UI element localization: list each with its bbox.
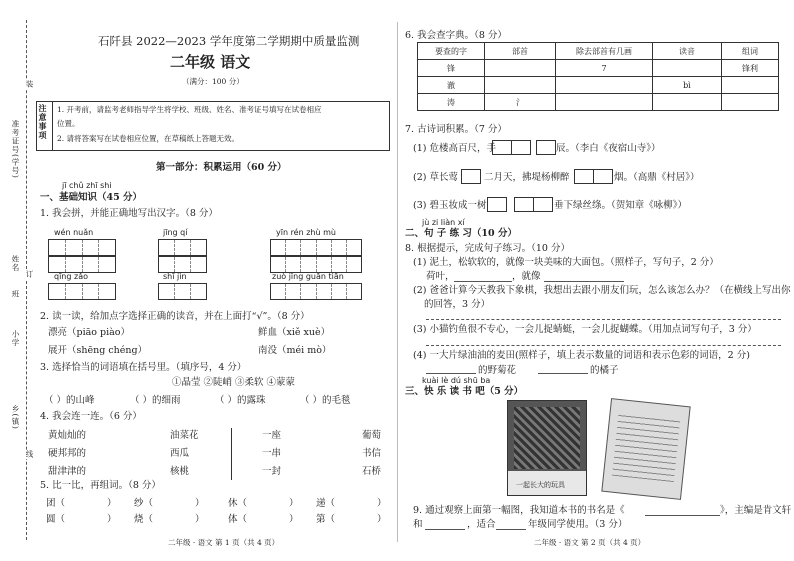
- notice-divider: [52, 101, 53, 150]
- q7-3a: (3) 碧玉妆成一树: [413, 200, 487, 211]
- cell: 澈: [418, 77, 485, 94]
- pinyin-r2-1: qīng zǎo: [54, 272, 88, 281]
- pinyin-r2-2: shī jìn: [163, 272, 187, 281]
- side-label-town: 乡(镇): [11, 405, 20, 430]
- side-label-school: 小学: [11, 330, 20, 347]
- sec1-heading: 一、基础知识（45 分）: [40, 192, 143, 203]
- book-cover-text-block: [612, 414, 680, 482]
- q7-1a: (1) 危楼高百尺，手: [413, 143, 496, 154]
- book-cover-pattern: [514, 407, 580, 469]
- q2-item-4[interactable]: 南没（méi mò）: [258, 345, 332, 356]
- q4-right-2[interactable]: 书信: [362, 448, 382, 459]
- q5-text: 5. 比一比，再组词。（8 分）: [40, 480, 161, 491]
- q8-text: 8. 根据提示，完成句子练习。（10 分）: [405, 243, 570, 254]
- cell: 锋: [418, 60, 485, 77]
- answer-line[interactable]: [538, 373, 588, 374]
- cell[interactable]: [485, 77, 556, 94]
- th-strokes: 除去部首有几画: [556, 43, 653, 60]
- poem-box[interactable]: [574, 169, 594, 184]
- q7-2c: 烟。（高鼎《村居》）: [614, 172, 700, 183]
- side-mark-ding: 订: [25, 270, 34, 279]
- page1-footer: 二年级 · 语文 第 1 页（共 4 页）: [168, 538, 280, 547]
- q3-options: ①晶莹 ②陡峭 ③柔软 ④蒙蒙: [172, 377, 296, 388]
- cell[interactable]: [653, 60, 722, 77]
- side-label-id: 准考证号(学号): [11, 120, 20, 179]
- q2-item-1[interactable]: 漂亮（piāo piào）: [48, 327, 131, 338]
- q9a: 9. 通过观察上面第一幅图，我知道本书的书名是《: [413, 505, 625, 516]
- q8-4b: 的野菊花: [478, 365, 517, 376]
- sec1-pinyin: jī chǔ zhī shi: [62, 181, 112, 190]
- writing-grid[interactable]: [48, 239, 116, 256]
- q8-1: (1) 泥土，松软软的，就像一块美味的大面包。（照样子，写句子，2 分）: [413, 257, 719, 268]
- answer-line[interactable]: [544, 281, 624, 282]
- q3-text: 3. 选择恰当的词语填在括号里。（填序号，4 分）: [40, 362, 247, 373]
- q8-1c: ，就像: [512, 271, 541, 282]
- writing-grid[interactable]: [48, 256, 116, 273]
- poem-box[interactable]: [514, 197, 534, 212]
- poem-box[interactable]: [487, 197, 507, 212]
- q3-blank-3[interactable]: （ ）的露珠: [215, 395, 266, 406]
- poem-box[interactable]: [593, 169, 613, 184]
- dictionary-table: [417, 42, 779, 111]
- notice-label: 注意事项: [38, 104, 48, 140]
- q7-3b: 垂下绿丝绦。（贺知章《咏柳》）: [554, 200, 688, 211]
- cell: 氵: [485, 94, 556, 111]
- sec2-pinyin: jù zi liàn xí: [422, 218, 465, 227]
- answer-line[interactable]: [645, 515, 720, 516]
- writing-grid[interactable]: [270, 256, 362, 273]
- cell[interactable]: [653, 94, 722, 111]
- writing-grid[interactable]: [270, 239, 362, 256]
- q4-midright-1[interactable]: 一座: [262, 430, 282, 441]
- q4-midleft-1[interactable]: 油菜花: [170, 430, 199, 441]
- book-cover-image: [507, 400, 587, 496]
- q3-blank-2[interactable]: （ ）的细雨: [130, 395, 181, 406]
- notice-line2: 2. 请将答案写在试卷相应位置，在草稿纸上答题无效。: [57, 134, 240, 143]
- writing-grid[interactable]: [158, 239, 207, 256]
- book-cover-title: 一起长大的玩具: [516, 481, 565, 489]
- writing-grid[interactable]: [158, 283, 207, 300]
- cell[interactable]: [722, 94, 779, 111]
- q4-left-2[interactable]: 硬邦邦的: [48, 448, 87, 459]
- poem-box[interactable]: [511, 140, 531, 155]
- poem-box[interactable]: [536, 140, 556, 155]
- th-char: 要查的字: [418, 43, 485, 60]
- cell: 锋利: [722, 60, 779, 77]
- q7-2a: (2) 草长莺: [413, 172, 458, 183]
- poem-box[interactable]: [492, 140, 512, 155]
- q4-text: 4. 我会连一连。（6 分）: [40, 411, 142, 422]
- exam-score: （满分：100 分）: [182, 77, 244, 86]
- q4-divider: [231, 428, 232, 480]
- q4-midleft-2[interactable]: 西瓜: [170, 448, 190, 459]
- writing-grid[interactable]: [48, 283, 116, 300]
- part1-title: 第一部分：积累运用（60 分）: [156, 162, 287, 173]
- q9e: 年级同学使用。（3 分）: [528, 519, 628, 530]
- binding-line: [26, 20, 27, 540]
- sec3-pinyin: kuài lè dú shū ba: [422, 376, 491, 385]
- q9d: ，适合: [467, 519, 496, 530]
- q7-2b: 二月天，拂堤杨柳醉: [484, 172, 570, 183]
- sec3-heading: 三、快 乐 读 书 吧（5 分）: [405, 386, 524, 397]
- q9b: 》，主编是肯文轩: [720, 505, 792, 516]
- answer-line[interactable]: [426, 345, 781, 346]
- side-mark-zhuang: 装: [25, 80, 34, 89]
- pinyin-r1-1: wén nuǎn: [54, 228, 94, 237]
- cell: bì: [653, 77, 722, 94]
- q9c: 和: [413, 519, 423, 530]
- th-radical: 部首: [485, 43, 556, 60]
- q6-text: 6. 我会查字典。（8 分）: [405, 30, 507, 41]
- side-label-class: 班: [11, 290, 20, 299]
- pinyin-r2-3: zuò jǐng guān tiān: [272, 272, 344, 281]
- q5-group-3[interactable]: 休（ ） 体（ ）: [228, 498, 299, 525]
- q1-text: 1. 我会拼，并能正确地写出汉字。（8 分）: [40, 208, 218, 219]
- side-mark-xian: 线: [25, 450, 34, 459]
- cell[interactable]: [556, 77, 653, 94]
- cell[interactable]: [722, 77, 779, 94]
- sec2-heading: 二、句 子 练 习（10 分）: [405, 228, 517, 239]
- q4-left-3[interactable]: 甜津津的: [48, 466, 87, 477]
- writing-grid[interactable]: [158, 256, 207, 273]
- poem-box[interactable]: [533, 197, 553, 212]
- pinyin-r1-2: jīng qí: [163, 228, 188, 237]
- q8-3: (3) 小猫钓鱼很不专心，一会儿捉蜻蜓，一会儿捉蝴蝶。（用加点词写句子，3 分）: [413, 324, 757, 335]
- cell: 7: [556, 60, 653, 77]
- q2-item-3[interactable]: 展开（shēng chéng）: [48, 345, 148, 356]
- q3-blank-1[interactable]: （ ）的山峰: [44, 395, 95, 406]
- q4-midleft-3[interactable]: 核桃: [170, 466, 190, 477]
- book-cover-image-2: [601, 398, 690, 500]
- th-pinyin: 读音: [653, 43, 722, 60]
- q8-2b: 的回答，3 分）: [424, 299, 491, 310]
- q5-group-4[interactable]: 递（ ） 第（ ）: [316, 498, 387, 525]
- q8-1b: 荷叶，: [426, 271, 455, 282]
- page2-footer: 二年级 · 语文 第 2 页（共 4 页）: [534, 538, 646, 547]
- q3-blank-4[interactable]: （ ）的毛毯: [300, 395, 351, 406]
- answer-line[interactable]: [426, 373, 476, 374]
- q2-item-2[interactable]: 鲜血（xiě xuè）: [258, 327, 331, 338]
- answer-line[interactable]: [496, 529, 526, 530]
- cell: 涛: [418, 94, 485, 111]
- q5-group-2[interactable]: 纱（ ） 烧（ ）: [134, 498, 205, 525]
- q4-left-1[interactable]: 黄灿灿的: [48, 430, 87, 441]
- side-label-name: 姓名: [11, 255, 20, 272]
- exam-subject: 二年级 语文: [170, 53, 251, 71]
- q7-text: 7. 古诗词积累。（7 分）: [405, 124, 507, 135]
- answer-line[interactable]: [454, 281, 512, 282]
- q4-midright-2[interactable]: 一串: [262, 448, 282, 459]
- q5-group-1[interactable]: 团（ ） 圆（ ）: [46, 498, 117, 525]
- q8-4c: 的橘子: [590, 365, 619, 376]
- q4-right-3[interactable]: 石桥: [362, 466, 382, 477]
- writing-grid[interactable]: [270, 283, 362, 300]
- th-word: 组词: [722, 43, 779, 60]
- q7-1b: 辰。（李白《夜宿山寺》）: [556, 143, 661, 154]
- q8-4: (4) 一大片绿油油的麦田(照样子，填上表示数量的词语和表示色彩的词语，2 分): [413, 350, 750, 361]
- answer-line[interactable]: [426, 319, 781, 320]
- exam-title: 石阡县 2022—2023 学年度第二学期期中质量监测: [98, 34, 360, 48]
- poem-box[interactable]: [461, 169, 481, 184]
- page-divider: [397, 22, 398, 542]
- q8-2: (2) 爸爸计算今天教我下象棋，我想出去跟小朋友们玩，怎么该怎么办？（在横线上写出你: [413, 285, 791, 296]
- notice-line1: 1. 开考前，请监考老师指导学生将学校、班级、姓名、准考证号填写在试卷相应: [57, 105, 322, 114]
- pinyin-r1-3: yīn rén zhù mù: [276, 228, 336, 237]
- cell[interactable]: [556, 94, 653, 111]
- q4-right-1[interactable]: 葡萄: [362, 430, 382, 441]
- q2-text: 2. 读一读，给加点字选择正确的读音，并在上面打“√”。（8 分）: [40, 311, 310, 322]
- q4-midright-3[interactable]: 一封: [262, 466, 282, 477]
- cell[interactable]: [485, 60, 556, 77]
- notice-line1b: 位置。: [57, 119, 80, 128]
- answer-line[interactable]: [425, 529, 465, 530]
